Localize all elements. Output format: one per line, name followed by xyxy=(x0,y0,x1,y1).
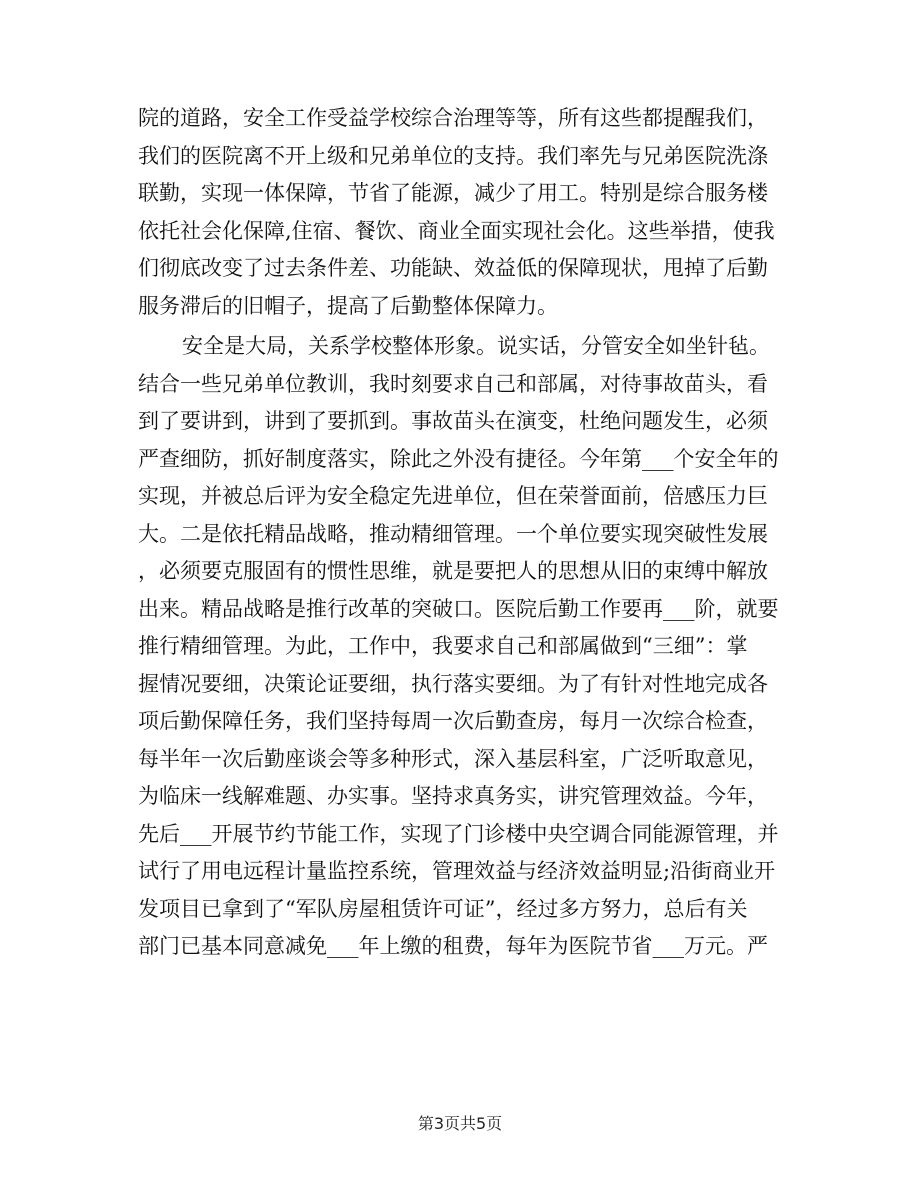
text-line: 结合一些兄弟单位教训，我时刻要求自己和部属，对待事故苗头，看 xyxy=(138,371,768,396)
text-line: 发项目已拿到了“军队房屋租赁许可证”，经过多方努力，总后有关 xyxy=(138,896,748,921)
text-line: 大。二是依托精品战略，推动精细管理。一个单位要实现突破性发展 xyxy=(138,521,768,546)
text-line: 实现，并被总后评为安全稳定先进单位，但在荣誉面前，倍感压力巨 xyxy=(138,484,768,508)
text-line-indented: 安全是大局，关系学校整体形象。说实话，分管安全如坐针毡。 xyxy=(182,334,770,358)
text-line: 联勤，实现一体保障，节省了能源，减少了用工。特别是综合服务楼 xyxy=(138,181,768,205)
text-line: 严查细防，抓好制度落实，除此之外没有捷径。今年第___个安全年的 xyxy=(138,446,779,471)
page-number-footer: 第3页共5页 xyxy=(417,1114,503,1133)
text-line: 为临床一线解难题、办实事。坚持求真务实，讲究管理效益。今年， xyxy=(138,784,768,808)
text-line: 出来。精品战略是推行改革的突破口。医院后勤工作要再___阶，就要 xyxy=(138,596,779,621)
paragraph-2 xyxy=(138,328,778,966)
text-line: 每半年一次后勤座谈会等多种形式，深入基层科室，广泛听取意见， xyxy=(138,746,768,771)
text-line: 先后___开展节约节能工作，实现了门诊楼中央空调合同能源管理，并 xyxy=(138,821,779,846)
text-line: 们彻底改变了过去条件差、功能缺、效益低的保障现状，甩掉了后勤 xyxy=(138,256,768,280)
text-line: 我们的医院离不开上级和兄弟单位的支持。我们率先与兄弟医院洗涤 xyxy=(138,143,768,168)
paragraph-1 xyxy=(138,100,778,325)
text-line: 到了要讲到，讲到了要抓到。事故苗头在演变，杜绝问题发生，必须 xyxy=(138,409,768,433)
text-line: 依托社会化保障,住宿、餐饮、商业全面实现社会化。这些举措，使我 xyxy=(138,218,775,243)
text-line: 部门已基本同意减免___年上缴的租费，每年为医院节省___万元。严 xyxy=(138,934,768,958)
text-line: 握情况要细，决策论证要细，执行落实要细。为了有针对性地完成各 xyxy=(138,671,768,696)
text-line: 试行了用电远程计量监控系统，管理效益与经济效益明显;沿街商业开 xyxy=(138,859,776,883)
text-line: ，必须要克服固有的惯性思维，就是要把人的思想从旧的束缚中解放 xyxy=(138,559,768,583)
text-line: 院的道路，安全工作受益学校综合治理等等，所有这些都提醒我们， xyxy=(138,106,768,130)
text-line: 服务滞后的旧帽子，提高了后勤整体保障力。 xyxy=(138,293,558,318)
text-line: 推行精细管理。为此，工作中，我要求自己和部属做到“三细”：掌 xyxy=(138,634,748,658)
document-body xyxy=(138,100,778,966)
text-line: 项后勤保障任务，我们坚持每周一次后勤查房，每月一次综合检查， xyxy=(138,709,768,733)
